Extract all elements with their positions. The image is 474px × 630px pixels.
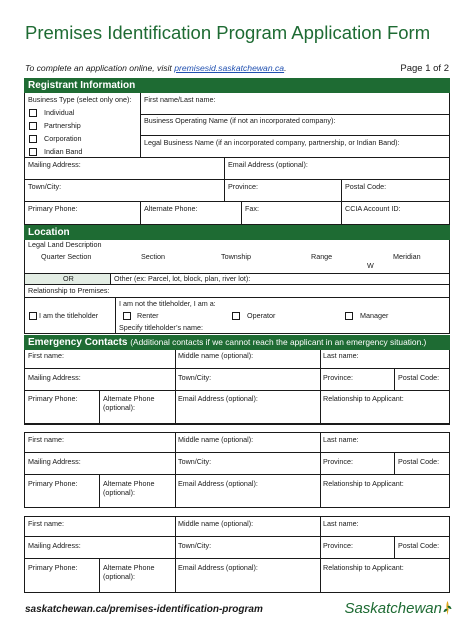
fax-field[interactable]: Fax: xyxy=(245,204,259,213)
contact-3-alt-phone-note: (optional): xyxy=(103,572,135,581)
emergency-contact-2 xyxy=(24,432,450,508)
contact-1-primary-phone[interactable]: Primary Phone: xyxy=(28,394,78,403)
manager-label: Manager xyxy=(360,311,389,320)
contact-2-primary-phone[interactable]: Primary Phone: xyxy=(28,479,78,488)
contact-1-middle-name[interactable]: Middle name (optional): xyxy=(178,351,254,360)
contact-1-postal[interactable]: Postal Code: xyxy=(398,373,440,382)
contact-1-alt-phone-note: (optional): xyxy=(103,403,135,412)
contact-3-alt-phone[interactable]: Alternate Phone xyxy=(103,563,155,572)
registrant-section-header: Registrant Information xyxy=(24,78,450,93)
emergency-title: Emergency Contacts xyxy=(28,337,128,348)
contact-2-province[interactable]: Province: xyxy=(323,457,353,466)
contact-1-alt-phone[interactable]: Alternate Phone xyxy=(103,394,155,403)
manager-checkbox[interactable] xyxy=(345,312,353,320)
contact-2-middle-name[interactable]: Middle name (optional): xyxy=(178,435,254,444)
contact-2-mailing[interactable]: Mailing Address: xyxy=(28,457,81,466)
alternate-phone-field[interactable]: Alternate Phone: xyxy=(144,204,198,213)
titleholder-name-field[interactable]: Specify titleholder’s name: xyxy=(119,323,204,332)
contact-1-first-name[interactable]: First name: xyxy=(28,351,64,360)
postal-code-field[interactable]: Postal Code: xyxy=(345,182,387,191)
saskatchewan-wordmark: Saskatchewan xyxy=(344,600,442,617)
corporation-label: Corporation xyxy=(44,134,82,143)
section-field[interactable]: Section xyxy=(141,252,165,261)
footer-program-link[interactable]: saskatchewan.ca/premises-identification-program xyxy=(25,604,263,615)
contact-2-last-name[interactable]: Last name: xyxy=(323,435,359,444)
primary-phone-field[interactable]: Primary Phone: xyxy=(28,204,78,213)
operator-label: Operator xyxy=(247,311,276,320)
contact-2-alt-phone-note: (optional): xyxy=(103,488,135,497)
contact-2-town[interactable]: Town/City: xyxy=(178,457,212,466)
contact-2-email[interactable]: Email Address (optional): xyxy=(178,479,258,488)
partnership-checkbox[interactable] xyxy=(29,122,37,130)
individual-label: Individual xyxy=(44,108,75,117)
business-type-label: Business Type (select only one): xyxy=(28,95,132,104)
contact-2-first-name[interactable]: First name: xyxy=(28,435,64,444)
titleholder-checkbox[interactable] xyxy=(29,312,37,320)
contact-1-province[interactable]: Province: xyxy=(323,373,353,382)
township-field[interactable]: Township xyxy=(221,252,251,261)
contact-1-town[interactable]: Town/City: xyxy=(178,373,212,382)
contact-3-town[interactable]: Town/City: xyxy=(178,541,212,550)
intro-lead: To complete an application online, visit xyxy=(25,63,175,73)
renter-checkbox[interactable] xyxy=(123,312,131,320)
page-number: Page 1 of 2 xyxy=(400,63,449,74)
operating-name-field[interactable]: Business Operating Name (if not an incorporated company): xyxy=(144,116,336,125)
first-last-name-field[interactable]: First name/Last name: xyxy=(144,95,216,104)
other-location-field[interactable]: Other (ex: Parcel, lot, block, plan, river lot): xyxy=(114,274,251,283)
wheat-logo-icon xyxy=(443,600,452,616)
contact-1-relationship[interactable]: Relationship to Applicant: xyxy=(323,394,404,403)
meridian-field[interactable]: Meridian xyxy=(393,252,421,261)
contact-1-email[interactable]: Email Address (optional): xyxy=(178,394,258,403)
relationship-label: Relationship to Premises: xyxy=(28,286,110,295)
corporation-checkbox[interactable] xyxy=(29,135,37,143)
location-section xyxy=(24,240,450,334)
contact-1-last-name[interactable]: Last name: xyxy=(323,351,359,360)
contact-1-mailing[interactable]: Mailing Address: xyxy=(28,373,81,382)
intro-text xyxy=(25,63,286,73)
quarter-section-field[interactable]: Quarter Section xyxy=(41,252,92,261)
contact-3-postal[interactable]: Postal Code: xyxy=(398,541,440,550)
location-section-header: Location xyxy=(24,225,450,240)
province-field[interactable]: Province: xyxy=(228,182,258,191)
ccia-account-field[interactable]: CCIA Account ID: xyxy=(345,204,401,213)
partnership-label: Partnership xyxy=(44,121,81,130)
individual-checkbox[interactable] xyxy=(29,109,37,117)
emergency-subtitle: (Additional contacts if we cannot reach the applicant in an emergency situation.) xyxy=(130,337,427,347)
contact-3-middle-name[interactable]: Middle name (optional): xyxy=(178,519,254,528)
renter-label: Renter xyxy=(137,311,159,320)
indian-band-checkbox[interactable] xyxy=(29,148,37,156)
online-application-link[interactable]: premisesid.saskatchewan.ca xyxy=(174,63,285,73)
emergency-contact-3 xyxy=(24,516,450,593)
contact-3-province[interactable]: Province: xyxy=(323,541,353,550)
contact-2-postal[interactable]: Postal Code: xyxy=(398,457,440,466)
contact-3-email[interactable]: Email Address (optional): xyxy=(178,563,258,572)
not-titleholder-label: I am not the titleholder, I am a: xyxy=(119,299,216,308)
indian-band-label: Indian Band xyxy=(44,147,83,156)
operator-checkbox[interactable] xyxy=(232,312,240,320)
form-title: Premises Identification Program Application Form xyxy=(25,22,431,43)
town-field[interactable]: Town/City: xyxy=(28,182,62,191)
contact-3-last-name[interactable]: Last name: xyxy=(323,519,359,528)
contact-separator-1 xyxy=(24,424,450,425)
or-label: OR xyxy=(63,274,74,283)
titleholder-label: I am the titleholder xyxy=(39,311,99,320)
contact-3-relationship[interactable]: Relationship to Applicant: xyxy=(323,563,404,572)
email-field[interactable]: Email Address (optional): xyxy=(228,160,308,169)
contact-2-alt-phone[interactable]: Alternate Phone xyxy=(103,479,155,488)
range-field[interactable]: Range xyxy=(311,252,333,261)
contact-3-first-name[interactable]: First name: xyxy=(28,519,64,528)
mailing-address-field[interactable]: Mailing Address: xyxy=(28,160,81,169)
legal-land-label: Legal Land Description xyxy=(28,240,102,249)
intro-tail: . xyxy=(284,63,287,73)
emergency-section-header xyxy=(24,335,450,350)
emergency-contact-1 xyxy=(24,350,450,424)
contact-3-mailing[interactable]: Mailing Address: xyxy=(28,541,81,550)
legal-name-field[interactable]: Legal Business Name (if an incorporated company, partnership, or Indian Band): xyxy=(144,138,400,147)
registrant-section xyxy=(24,93,450,225)
range-w-label: W xyxy=(367,261,374,270)
contact-2-relationship[interactable]: Relationship to Applicant: xyxy=(323,479,404,488)
contact-3-primary-phone[interactable]: Primary Phone: xyxy=(28,563,78,572)
